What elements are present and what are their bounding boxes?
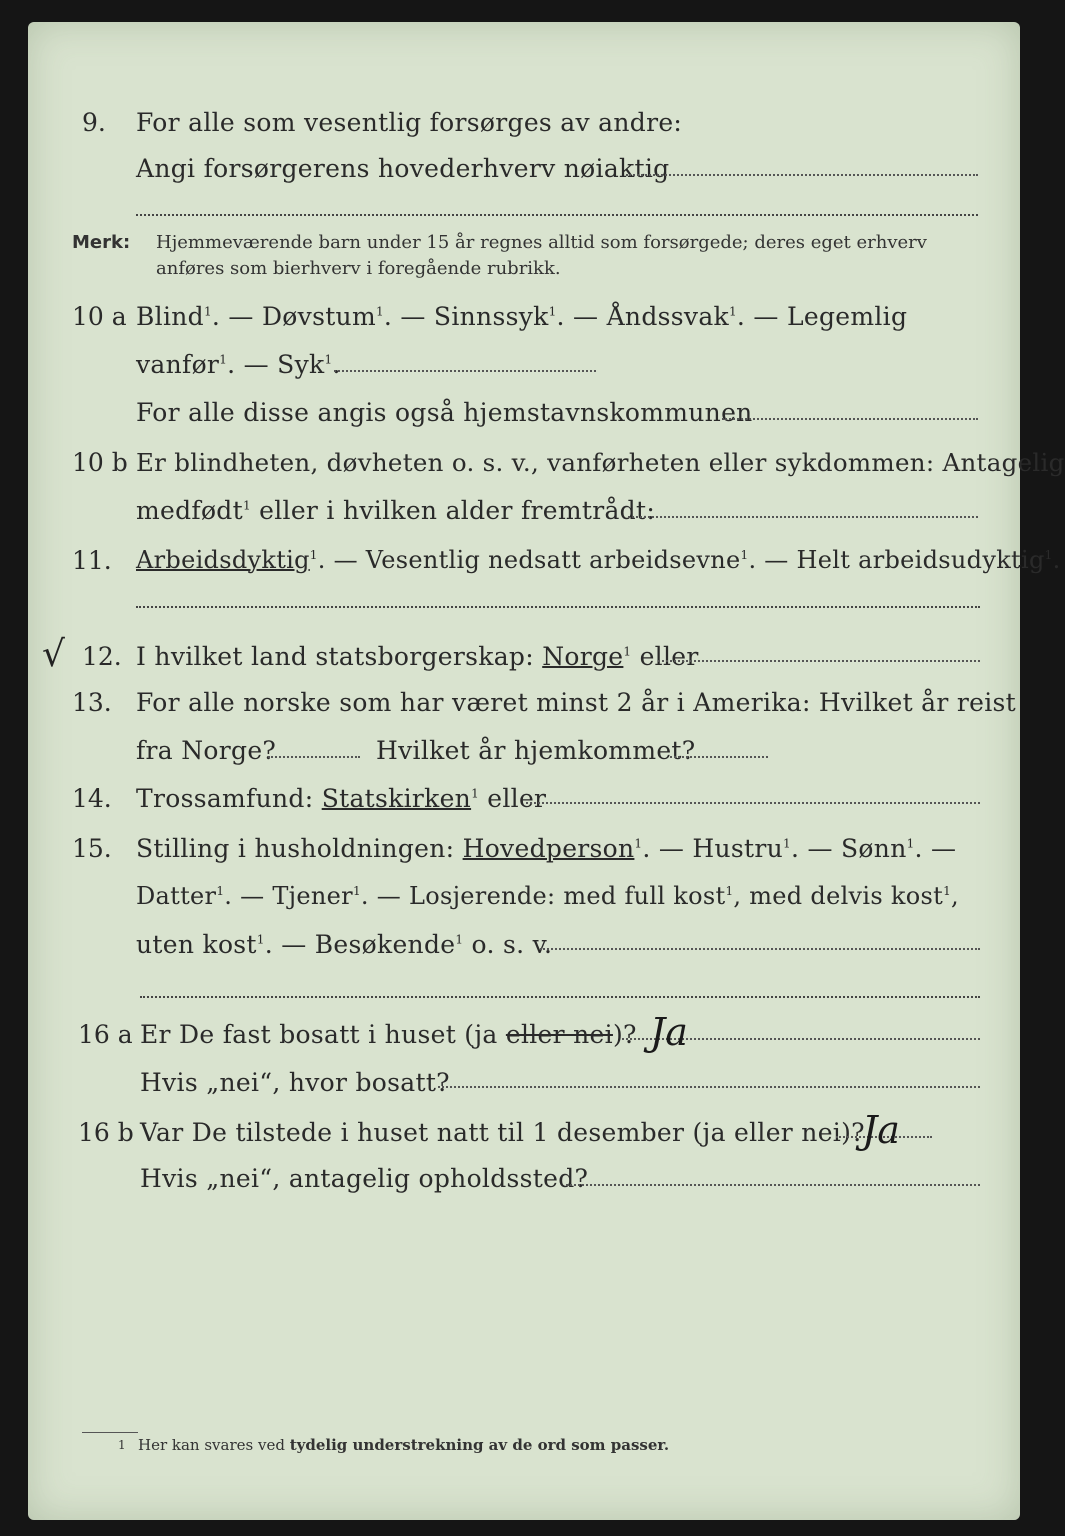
q10a-number: 10 a (72, 302, 127, 331)
q10a-line3: For alle disse angis også hjemstavnskommunen (136, 398, 753, 427)
q15-answer-line[interactable] (140, 996, 980, 998)
q11-arbeidsdyktig-option[interactable]: Arbeidsdyktig (136, 546, 310, 574)
q15-line3: uten kost$^1$. — Besøkende$^1$ o. s. v. (136, 930, 553, 959)
q10a-home-municipality-field[interactable] (722, 418, 978, 420)
q15-answer-field[interactable] (540, 948, 980, 950)
q13-year-returned-field[interactable] (670, 756, 768, 758)
q15-number: 15. (72, 834, 112, 863)
q15-line2: Datter$^1$. — Tjener$^1$. — Losjerende: med full kost$^1$, med delvis kost$^1$, (136, 882, 959, 910)
q14-number: 14. (72, 784, 112, 813)
q12-other-country-field[interactable] (658, 660, 980, 662)
q12-number: 12. (82, 642, 122, 671)
q14-statskirken-option[interactable]: Statskirken (321, 784, 472, 813)
q9-answer-field[interactable] (626, 174, 978, 176)
q10b-line1: Er blindheten, døvheten o. s. v., vanførheten eller sykdommen: Antagelig (136, 448, 1065, 477)
q13-line2b: Hvilket år hjemkommet? (376, 736, 696, 765)
q11-number: 11. (72, 546, 112, 575)
q15-hovedperson-option[interactable]: Hovedperson (462, 834, 635, 863)
q10a-sick-field[interactable] (334, 370, 596, 372)
q9-line2: Angi forsørgerens hovederhverv nøiaktig (136, 154, 670, 183)
q13-year-left-field[interactable] (268, 756, 360, 758)
merk-line2: anføres som bierhverv i foregående rubrikk. (156, 258, 561, 279)
q16b-handwritten-answer: Ja (862, 1108, 900, 1152)
footnote-mark: 1 (118, 1438, 126, 1452)
q10b-number: 10 b (72, 448, 128, 477)
q16b-line1: Var De tilstede i huset natt til 1 desember (ja eller nei)? (140, 1118, 865, 1147)
q13-line2a: fra Norge? (136, 736, 277, 765)
q14-line: Trossamfund: Statskirken$^1$ eller (136, 784, 547, 813)
q16a-residence-field[interactable] (438, 1086, 980, 1088)
q12-norge-option[interactable]: Norge (542, 642, 624, 671)
q16a-line1: Er De fast bosatt i huset (ja eller nei)? (140, 1020, 637, 1049)
footnote-separator (82, 1432, 138, 1433)
q9-line1: For alle som vesentlig forsørges av andre: (136, 108, 683, 137)
q13-number: 13. (72, 688, 112, 717)
merk-line1: Hjemmeværende barn under 15 år regnes alltid som forsørgede; deres eget erhverv (156, 232, 927, 253)
q16b-number: 16 b (78, 1118, 134, 1147)
merk-label: Merk: (72, 232, 131, 253)
q14-other-faith-field[interactable] (526, 802, 980, 804)
q11-line: Arbeidsdyktig$^1$. — Vesentlig nedsatt arbeidsevne$^1$. — Helt arbeidsudyktig$^1$. (136, 546, 1061, 574)
q10b-line2: medfødt$^1$ eller i hvilken alder fremtrådt: (136, 496, 656, 525)
q11-answer-line[interactable] (136, 606, 980, 608)
q16a-line2: Hvis „nei“, hvor bosatt? (140, 1068, 450, 1097)
q10a-line2: vanfør$^1$. — Syk$^1$. (136, 350, 341, 379)
footnote-text: Her kan svares ved tydelig understrekning av de ord som passer. (138, 1436, 670, 1454)
census-form-page (28, 22, 1065, 1520)
q10a-line1: Blind$^1$. — Døvstum$^1$. — Sinnssyk$^1$. — Åndssvak$^1$. — Legemlig (136, 302, 908, 331)
q13-line1: For alle norske som har været minst 2 år i Amerika: Hvilket år reist (136, 688, 1017, 717)
checkmark-icon: √ (42, 634, 65, 675)
q12-line: I hvilket land statsborgerskap: Norge$^1$ eller (136, 642, 699, 671)
q16b-line2: Hvis „nei“, antagelig opholdssted? (140, 1164, 589, 1193)
q16a-handwritten-answer: Ja (650, 1010, 688, 1054)
q15-line1: Stilling i husholdningen: Hovedperson$^1$. — Hustru$^1$. — Sønn$^1$. — (136, 834, 957, 863)
q9-answer-line[interactable] (136, 214, 978, 216)
q16b-residence-field[interactable] (566, 1184, 980, 1186)
q9-number: 9. (82, 108, 106, 137)
q10b-answer-field[interactable] (628, 516, 978, 518)
q16a-number: 16 a (78, 1020, 133, 1049)
